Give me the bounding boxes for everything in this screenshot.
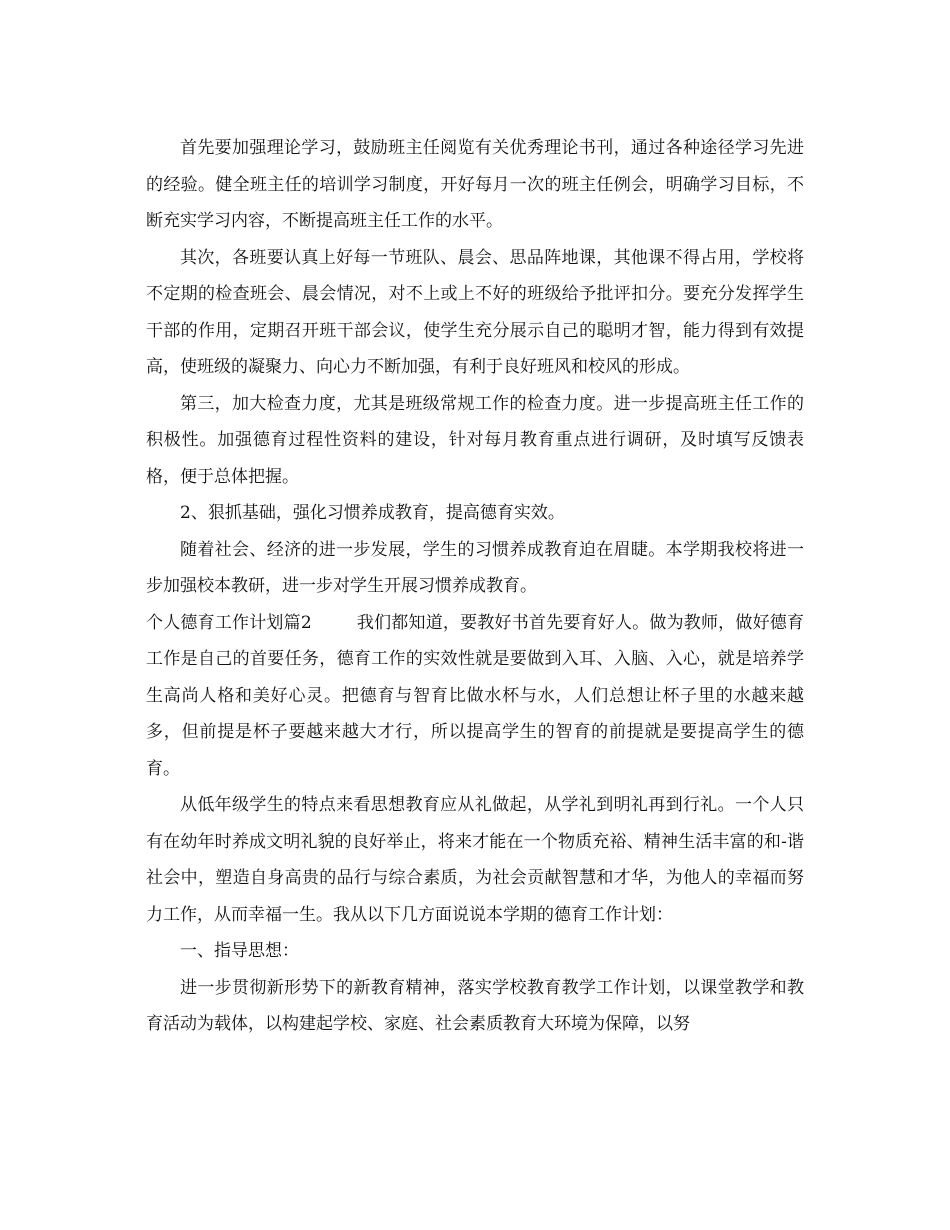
section-intro: 我们都知道，要教好书首先要育好人。做为教师，做好德育工作是自己的首要任务，德育工作的实效性就是要做到入耳、入脑、入心，就是培养学生高尚人格和美好心灵。把德育与智育比做水杯与水，人们总想让杯子里的水越来越多，但前提是杯子要越来越大才行，所以提高学生的智育的前提就是要提高学生的德育。 [146,612,804,779]
paragraph-etiquette: 从低年级学生的特点来看思想教育应从礼做起，从学礼到明礼再到行礼。一个人只有在幼年时养成文明礼貌的良好举止，将来才能在一个物质充裕、精神生活丰富的和-谐社会中，塑造自身高贵的品行与综合素质，为社会贡献智慧和才华，为他人的幸福而努力工作，从而幸福一生。我从以下几方面说说本学期的德育工作计划： [146,795,804,925]
heading-guiding-ideology: 一、指导思想： [180,941,299,961]
document-body [146,130,804,1043]
section-title: 个人德育工作计划篇2 [146,612,312,633]
paragraph-inspection: 第三，加大检查力度，尤其是班级常规工作的检查力度。进一步提高班主任工作的积极性。加强德育过程性资料的建设，针对每月教育重点进行调研，及时填写反馈表格，便于总体把握。 [146,393,804,487]
paragraph-habit-education: 随着社会、经济的进一步发展，学生的习惯养成教育迫在眉睫。本学期我校将进一步加强校本教研，进一步对学生开展习惯养成教育。 [146,539,804,596]
paragraph-class-meetings: 其次，各班要认真上好每一节班队、晨会、思品阵地课，其他课不得占用，学校将不定期的检查班会、晨会情况，对不上或上不好的班级给予批评扣分。要充分发挥学生干部的作用，定期召开班干部会议，使学生充分展示自己的聪明才智，能力得到有效提高，使班级的凝聚力、向心力不断加强，有利于良好班风和校风的形成。 [146,247,804,377]
paragraph-guiding-ideology: 进一步贯彻新形势下的新教育精神，落实学校教育教学工作计划，以课堂教学和教育活动为载体，以构建起学校、家庭、社会素质教育大环境为保障，以努 [146,977,804,1034]
paragraph-basics-heading: 2、狠抓基础，强化习惯养成教育，提高德育实效。 [180,503,565,523]
section-plan-2 [146,605,804,788]
paragraph-study-theory: 首先要加强理论学习，鼓励班主任阅览有关优秀理论书刊，通过各种途径学习先进的经验。健全班主任的培训学习制度，开好每月一次的班主任例会，明确学习目标，不断充实学习内容，不断提高班主任工作的水平。 [146,138,804,231]
